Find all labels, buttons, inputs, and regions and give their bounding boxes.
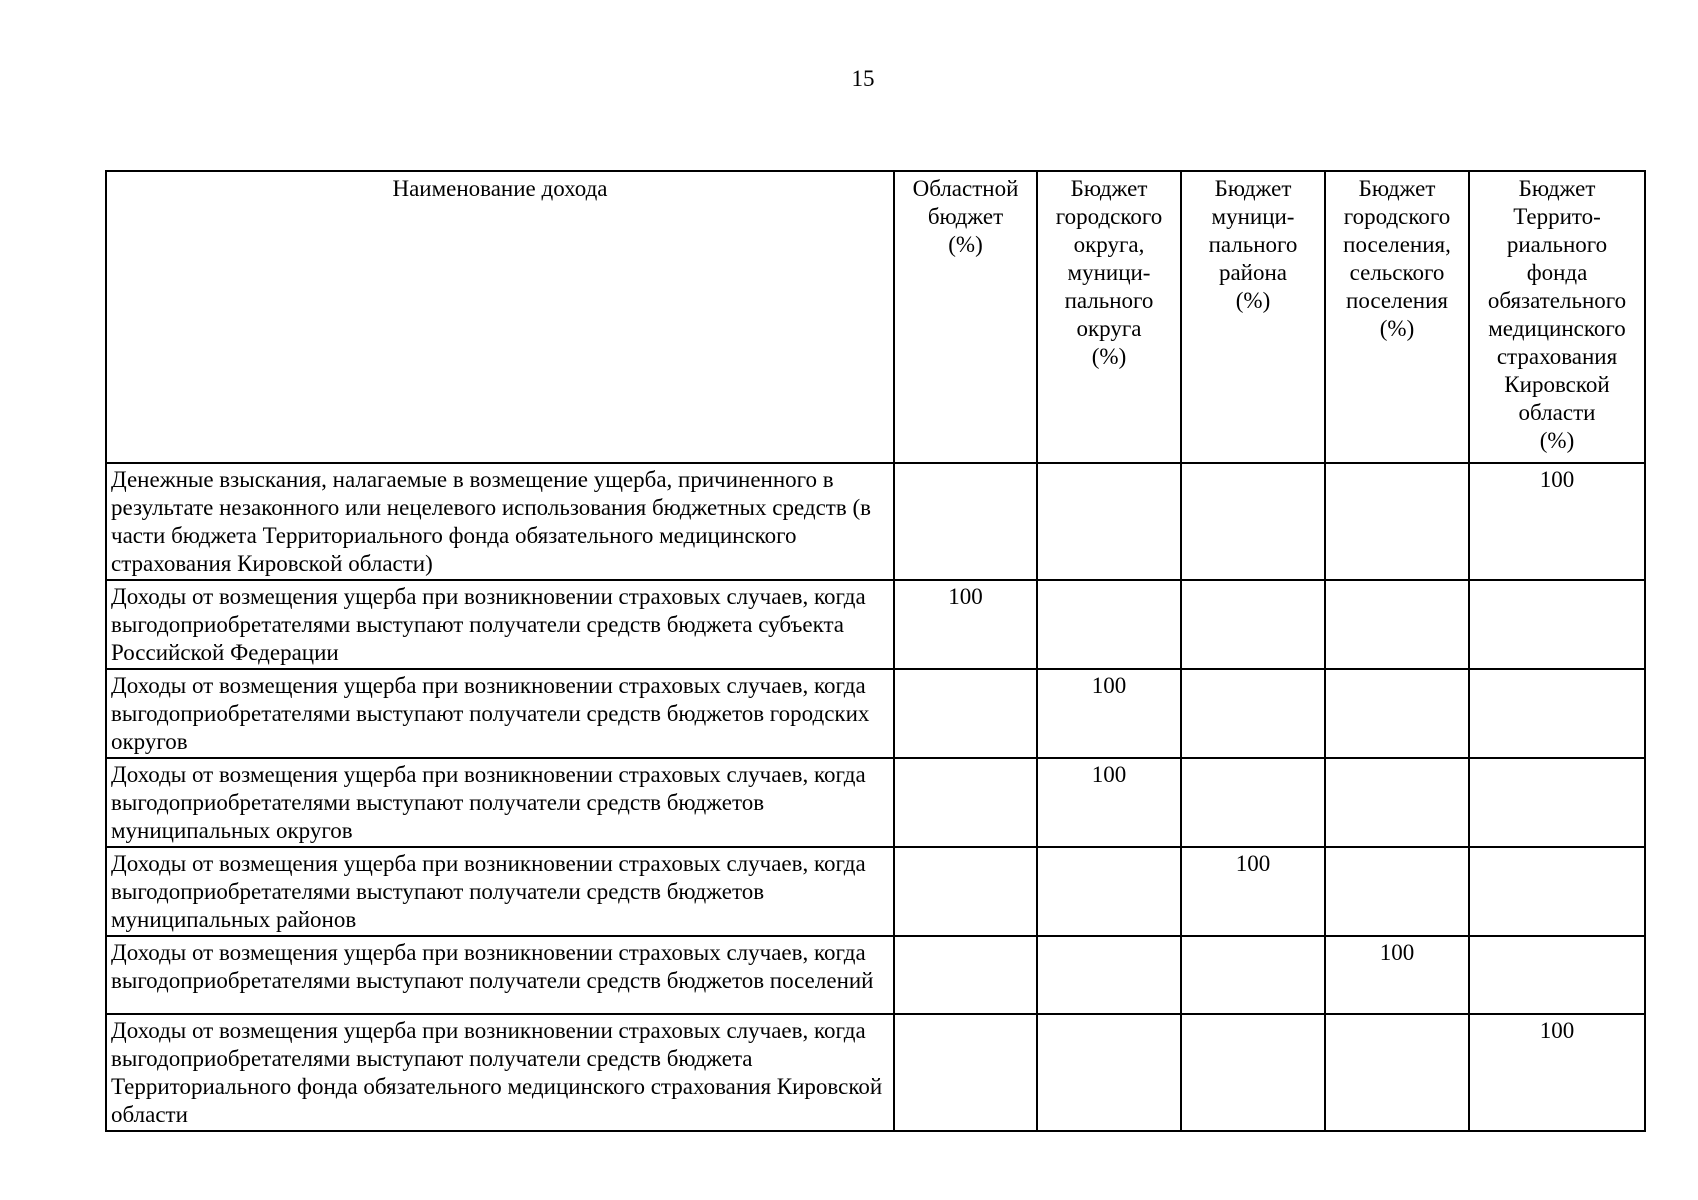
- header-line: городского: [1055, 204, 1163, 229]
- header-line: (%): [1091, 344, 1127, 369]
- header-line: Бюджет: [1518, 176, 1596, 201]
- city-district-budget-cell: [1037, 1014, 1181, 1131]
- header-line: обязательного: [1487, 288, 1627, 313]
- income-name-cell: Доходы от возмещения ущерба при возникновении страховых случаев, когда выгодоприобретателями выступают получатели средств бюджетов муниципальных округов: [106, 758, 894, 847]
- municipal-district-budget-cell: [1181, 669, 1325, 758]
- city-district-budget-cell: 100: [1037, 669, 1181, 758]
- settlement-budget-cell: [1325, 847, 1469, 936]
- regional-budget-cell: 100: [894, 580, 1037, 669]
- settlement-budget-cell: [1325, 580, 1469, 669]
- municipal-district-budget-cell: [1181, 758, 1325, 847]
- header-line: (%): [948, 232, 983, 257]
- tfoms-budget-cell: [1469, 669, 1645, 758]
- header-settlement-budget: [1325, 171, 1469, 463]
- tfoms-budget-cell: 100: [1469, 463, 1645, 580]
- header-line: района: [1218, 260, 1288, 285]
- city-district-budget-cell: [1037, 936, 1181, 1014]
- header-line: (%): [1235, 288, 1271, 313]
- header-line: округа: [1076, 316, 1142, 341]
- table-row: [106, 936, 1645, 1014]
- settlement-budget-cell: [1325, 669, 1469, 758]
- income-name-cell: Доходы от возмещения ущерба при возникновении страховых случаев, когда выгодоприобретателями выступают получатели средств бюджетов городских округов: [106, 669, 894, 758]
- header-line: поселения: [1346, 288, 1448, 313]
- regional-budget-cell: [894, 463, 1037, 580]
- tfoms-budget-cell: [1469, 936, 1645, 1014]
- table-body: [106, 463, 1645, 1131]
- header-tfoms-budget: [1469, 171, 1645, 463]
- header-line: сельского: [1349, 260, 1445, 285]
- table-row: [106, 669, 1645, 758]
- municipal-district-budget-cell: [1181, 936, 1325, 1014]
- table-header-row: [106, 171, 1645, 463]
- header-line: области: [1518, 400, 1596, 425]
- page-number: 15: [851, 66, 875, 91]
- header-line: Наименование дохода: [392, 176, 608, 201]
- table-row: [106, 580, 1645, 669]
- income-distribution-table: [105, 170, 1646, 1132]
- header-line: Бюджет: [1358, 176, 1436, 201]
- header-city-district-budget: [1037, 171, 1181, 463]
- income-name-cell: Доходы от возмещения ущерба при возникновении страховых случаев, когда выгодоприобретателями выступают получатели средств бюджета Территориального фонда обязательного медицинского страхования Кировской области: [106, 1014, 894, 1131]
- header-line: медицинского: [1488, 316, 1626, 341]
- regional-budget-cell: [894, 936, 1037, 1014]
- header-line: Бюджет: [1214, 176, 1292, 201]
- city-district-budget-cell: 100: [1037, 758, 1181, 847]
- header-line: пального: [1208, 232, 1298, 257]
- tfoms-budget-cell: [1469, 758, 1645, 847]
- header-line: муници-: [1211, 204, 1295, 229]
- settlement-budget-cell: 100: [1325, 936, 1469, 1014]
- header-line: Областной: [912, 176, 1019, 201]
- tfoms-budget-cell: [1469, 580, 1645, 669]
- header-line: Кировской: [1504, 372, 1610, 397]
- city-district-budget-cell: [1037, 580, 1181, 669]
- settlement-budget-cell: [1325, 1014, 1469, 1131]
- income-name-cell: Доходы от возмещения ущерба при возникновении страховых случаев, когда выгодоприобретателями выступают получатели средств бюджетов муниципальных районов: [106, 847, 894, 936]
- header-line: риального: [1506, 232, 1608, 257]
- table-row: [106, 463, 1645, 580]
- header-line: муници-: [1067, 260, 1151, 285]
- header-line: (%): [1539, 428, 1575, 453]
- regional-budget-cell: [894, 758, 1037, 847]
- settlement-budget-cell: [1325, 463, 1469, 580]
- header-line: округа,: [1073, 232, 1145, 257]
- table-row: [106, 1014, 1645, 1131]
- table-row: [106, 758, 1645, 847]
- municipal-district-budget-cell: 100: [1181, 847, 1325, 936]
- municipal-district-budget-cell: [1181, 1014, 1325, 1131]
- header-regional-budget: [894, 171, 1037, 463]
- municipal-district-budget-cell: [1181, 463, 1325, 580]
- regional-budget-cell: [894, 1014, 1037, 1131]
- header-municipal-district-budget: [1181, 171, 1325, 463]
- header-line: страхования: [1496, 344, 1618, 369]
- city-district-budget-cell: [1037, 847, 1181, 936]
- table-row: [106, 847, 1645, 936]
- header-line: бюджет: [927, 204, 1004, 229]
- income-name-cell: Доходы от возмещения ущерба при возникновении страховых случаев, когда выгодоприобретателями выступают получатели средств бюджета субъекта Российской Федерации: [106, 580, 894, 669]
- header-line: Бюджет: [1070, 176, 1148, 201]
- header-line: городского: [1343, 204, 1451, 229]
- settlement-budget-cell: [1325, 758, 1469, 847]
- city-district-budget-cell: [1037, 463, 1181, 580]
- tfoms-budget-cell: 100: [1469, 1014, 1645, 1131]
- regional-budget-cell: [894, 669, 1037, 758]
- header-line: Террито-: [1513, 204, 1601, 229]
- regional-budget-cell: [894, 847, 1037, 936]
- header-income-name: [106, 171, 894, 463]
- header-line: пального: [1064, 288, 1154, 313]
- income-name-cell: Денежные взыскания, налагаемые в возмещение ущерба, причиненного в результате незаконного или нецелевого использования бюджетных средств (в части бюджета Территориального фонда обязательного медицинского страхования Кировской области): [106, 463, 894, 580]
- tfoms-budget-cell: [1469, 847, 1645, 936]
- municipal-district-budget-cell: [1181, 580, 1325, 669]
- header-line: (%): [1379, 316, 1415, 341]
- income-name-cell: Доходы от возмещения ущерба при возникновении страховых случаев, когда выгодоприобретателями выступают получатели средств бюджетов поселений: [106, 936, 894, 1014]
- header-line: поселения,: [1343, 232, 1451, 257]
- header-line: фонда: [1526, 260, 1588, 285]
